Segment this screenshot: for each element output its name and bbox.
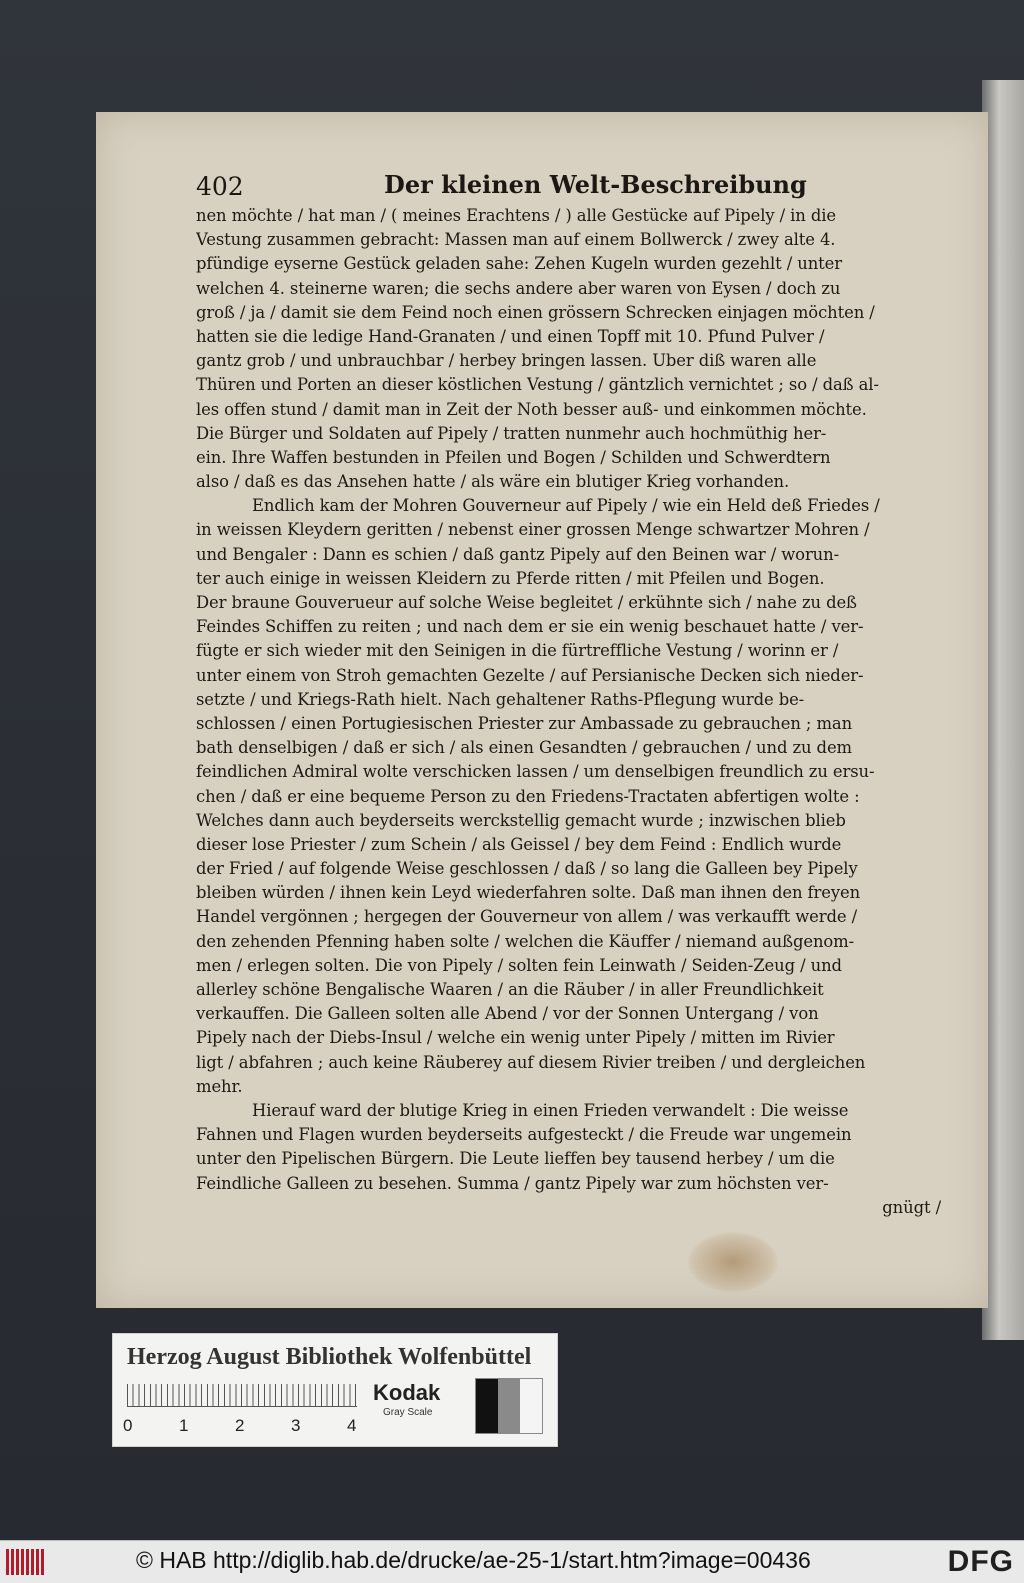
text-line: setzte / und Kriegs-Rath hielt. Nach gehaltener Raths-Pflegung wurde be- <box>196 689 805 709</box>
book-page <box>96 112 988 1308</box>
running-title: Der kleinen Welt-Beschreibung <box>384 170 807 199</box>
text-line: mehr. <box>196 1076 243 1096</box>
ruler-number: 4 <box>347 1416 357 1435</box>
text-line: also / daß es das Ansehen hatte / als wäre ein blutiger Krieg vorhanden. <box>196 472 790 492</box>
text-line: ligt / abfahren ; auch keine Räuberey auf diesem Rivier treiben / und dergleichen <box>196 1052 866 1072</box>
gray-patch <box>520 1379 542 1433</box>
page-header <box>196 170 856 204</box>
ruler-numbers <box>123 1416 383 1438</box>
text-line: welchen 4. steinerne waren; die sechs andere aber waren von Eysen / doch zu <box>196 278 841 298</box>
text-line: Welches dann auch beyderseits werckstellig gemacht wurde ; inzwischen blieb <box>196 810 846 830</box>
gray-patch <box>498 1379 520 1433</box>
text-line: ein. Ihre Waffen bestunden in Pfeilen und Bogen / Schilden und Schwerdtern <box>196 447 831 467</box>
barcode-icon <box>6 1549 46 1575</box>
text-line: nen möchte / hat man / ( meines Erachtens / ) alle Gestücke auf Pipely / in die <box>196 206 837 225</box>
text-line: fügte er sich wieder mit den Seinigen in die fürtreffliche Vestung / worinn er / <box>196 641 839 661</box>
text-line: feindlichen Admiral wolte verschicken lassen / um denselbigen freundlich zu ersu- <box>196 762 875 782</box>
library-color-card <box>112 1333 558 1447</box>
text-line: unter den Pipelischen Bürgern. Die Leute lieffen bey tausend herbey / um die <box>196 1149 835 1169</box>
text-line: bath denselbigen / daß er sich / als einen Gesandten / gebrauchen / und zu dem <box>196 738 852 758</box>
text-line: ter auch einige in weissen Kleidern zu Pferde ritten / mit Pfeilen und Bogen. <box>196 568 825 588</box>
text-line: Die Bürger und Soldaten auf Pipely / tratten nunmehr auch hochmüthig her- <box>196 423 827 443</box>
text-line: hatten sie die ledige Hand-Granaten / und einen Topff mit 10. Pfund Pulver / <box>196 326 825 346</box>
text-line: Thüren und Porten an dieser köstlichen Vestung / gäntzlich vernichtet ; so / daß al- <box>196 375 879 395</box>
text-line: der Fried / auf folgende Weise geschlossen / daß / so lang die Galleen bey Pipely <box>196 859 858 879</box>
gray-scale-patches <box>475 1378 543 1434</box>
page-text <box>196 204 941 1220</box>
ruler-number: 2 <box>235 1416 245 1435</box>
text-line: bleiben würden / ihnen kein Leyd wiederfahren solte. Daß man ihnen den freyen <box>196 883 861 903</box>
text-line: schlossen / einen Portugiesischen Priester zur Ambassade zu gebrauchen ; man <box>196 713 853 733</box>
text-line: men / erlegen solten. Die von Pipely / solten fein Leinwath / Seiden-Zeug / und <box>196 955 842 975</box>
ruler-number: 0 <box>123 1416 133 1435</box>
text-line: Feindliche Galleen zu besehen. Summa / gantz Pipely war zum höchsten ver- <box>196 1173 829 1193</box>
text-line: Vestung zusammen gebracht: Massen man auf einem Bollwerck / zwey alte 4. <box>196 230 836 250</box>
text-line: Hierauf ward der blutige Krieg in einen Frieden verwandelt : Die weisse <box>252 1100 849 1120</box>
gray-scale-caption: Gray Scale <box>383 1407 433 1418</box>
library-name: Herzog August Bibliothek Wolfenbüttel <box>127 1344 532 1370</box>
paper-stain <box>688 1232 778 1292</box>
gray-patch <box>476 1379 498 1433</box>
text-line: Fahnen und Flagen wurden beyderseits aufgesteckt / die Freude war ungemein <box>196 1125 852 1145</box>
text-line: les offen stund / damit man in Zeit der Noth besser auß- und einkommen möchte. <box>196 399 867 419</box>
text-line: pfündige eyserne Gestück geladen sahe: Zehen Kugeln wurden gezehlt / unter <box>196 254 843 274</box>
text-line: gantz grob / und unbrauchbar / herbey bringen lassen. Uber diß waren alle <box>196 351 817 371</box>
text-line: Feindes Schiffen zu reiten ; und nach dem er sie ein wenig beschauet hatte / ver- <box>196 617 864 637</box>
text-line: groß / ja / damit sie dem Feind noch einen grössern Schrecken einjagen möchten / <box>196 302 875 322</box>
dfg-logo: DFG <box>947 1545 1014 1578</box>
text-line: und Bengaler : Dann es schien / daß gantz Pipely auf den Beinen war / worun- <box>196 544 840 564</box>
ruler-number: 1 <box>179 1416 189 1435</box>
text-line: chen / daß er eine bequeme Person zu den Friedens-Tractaten abfertigen wolte : <box>196 786 860 806</box>
text-line: in weissen Kleydern geritten / nebenst einer grossen Menge schwartzer Mohren / <box>196 520 870 540</box>
catchword: gnügt / <box>882 1197 941 1217</box>
text-line: Der braune Gouverueur auf solche Weise begleitet / erkühnte sich / nahe zu deß <box>196 593 857 612</box>
text-line: Handel vergönnen ; hergegen der Gouverneur von allem / was verkaufft werde / <box>196 907 858 927</box>
ruler-number: 3 <box>291 1416 301 1435</box>
text-line: allerley schöne Bengalische Waaren / an die Räuber / in aller Freundlichkeit <box>196 980 824 999</box>
footer-credit-link[interactable]: © HAB http://diglib.hab.de/drucke/ae-25-1/start.htm?image=00436 <box>136 1547 811 1573</box>
text-line: verkauffen. Die Galleen solten alle Abend / vor der Sonnen Untergang / von <box>196 1004 819 1024</box>
text-line: unter einem von Stroh gemachten Gezelte / auf Persianische Decken sich nieder- <box>196 665 864 685</box>
text-line: den zehenden Pfenning haben solte / welchen die Käuffer / niemand außgenom- <box>196 931 855 951</box>
text-line: Pipely nach der Diebs-Insul / welche ein wenig unter Pipely / mitten im Rivier <box>196 1028 835 1048</box>
text-line: dieser lose Priester / zum Schein / als Geissel / bey dem Feind : Endlich wurde <box>196 834 842 854</box>
page-number: 402 <box>196 172 244 201</box>
viewer-footer <box>0 1540 1024 1583</box>
ruler-scale <box>127 1384 357 1407</box>
kodak-brand: Kodak <box>373 1380 441 1405</box>
text-line: Endlich kam der Mohren Gouverneur auf Pipely / wie ein Held deß Friedes / <box>252 496 880 516</box>
adjacent-page-edge <box>982 80 1024 1340</box>
